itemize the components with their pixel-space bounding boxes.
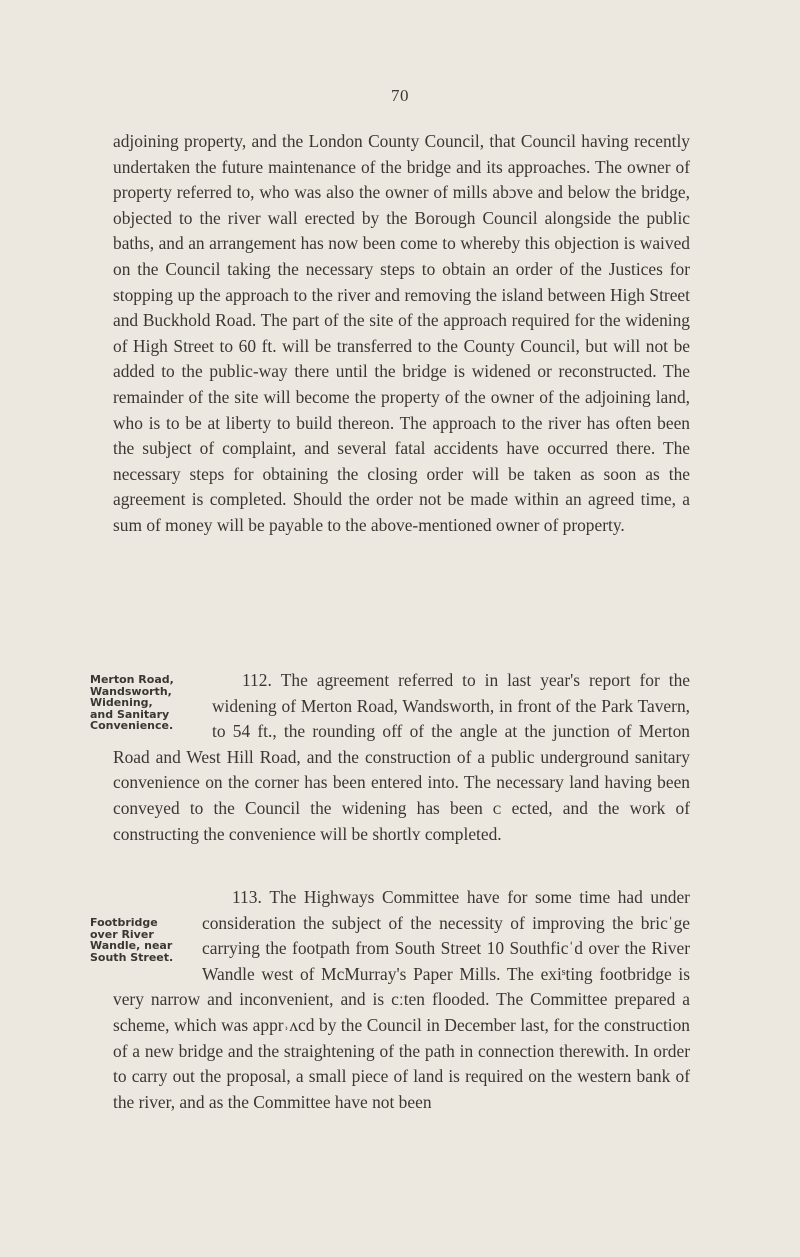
margin-note-line: Widening,: [90, 696, 153, 709]
paragraph-continuation: [113, 129, 690, 539]
paragraph-number: 113.: [232, 887, 262, 907]
margin-note-line: Wandsworth,: [90, 684, 172, 698]
paragraph-text: The Highways Committee have for some time had under consideration the subject of the necessity of improving the bricˈge carrying the footpath from South Street 10 Southficˈd over the River Wandle west of McMurray's Paper Mills. The exiˢting footbridge is very narrow and inconvenient, and is cːten flooded. The Committee prepared a scheme, which was appr˒ʌcd by the Council in December last, for the construction of a new bridge and the straightening of the path in connection therewith. In order to carry out the proposal, a small piece of land is required on the western bank of the river, and as the Committee have not been: [113, 887, 690, 1112]
margin-note-line: Footbridge: [90, 916, 158, 929]
margin-note-line: Wandle, near: [90, 939, 173, 952]
margin-note-line: and Sanitary: [90, 707, 170, 721]
paragraph-113: [90, 885, 690, 1115]
margin-note-line: South Street.: [90, 950, 174, 964]
margin-note-line: Merton Road,: [90, 673, 174, 686]
page-number: 70: [391, 86, 409, 105]
margin-note-footbridge: [90, 917, 190, 963]
paragraph-112: [90, 668, 690, 847]
margin-note-line: over River: [90, 927, 154, 941]
paragraph-text: The agreement referred to in last year's report for the widening of Merton Road, Wandsworth, in front of the Park Tavern, to 54 ft., the rounding off of the angle at the junction of Merton Road and West Hill Road, and the construction of a public underground sanitary convenience on the corner has been entered into. The necessary land having been conveyed to the Council the widening has been ᴄ ected, and the work of constructing the convenience will be shortlʏ completed.: [113, 670, 690, 844]
paragraph-number: 112.: [242, 670, 272, 690]
margin-note-merton-road: [90, 674, 204, 732]
paragraph-text: adjoining property, and the London County Council, that Council having recently undertaken the future maintenance of the bridge and its approaches. The owner of property referred to, who was also the owner of mills abɔve and below the bridge, objected to the river wall erected by the Borough Council alongside the public baths, and an arrangement has now been come to whereby this objection is waived on the Council taking the necessary steps to obtain an order of the Justices for stopping up the approach to the river and removing the island between High Street and Buckhold Road. The part of the site of the approach required for the widening of High Street to 60 ft. will be transferred to the County Council, but will not be added to the public-way there until the bridge is widened or reconstructed. The remainder of the site will become the property of the owner of the adjoining land, who is to be at liberty to build thereon. The approach to the river has often been the subject of complaint, and several fatal accidents have occurred there. The necessary steps for obtaining the closing order will be taken as soon as the agreement is completed. Should the order not be made within an agreed time, a sum of money will be payable to the above-mentioned owner of property.: [113, 131, 690, 535]
margin-note-line: Convenience.: [90, 719, 174, 732]
